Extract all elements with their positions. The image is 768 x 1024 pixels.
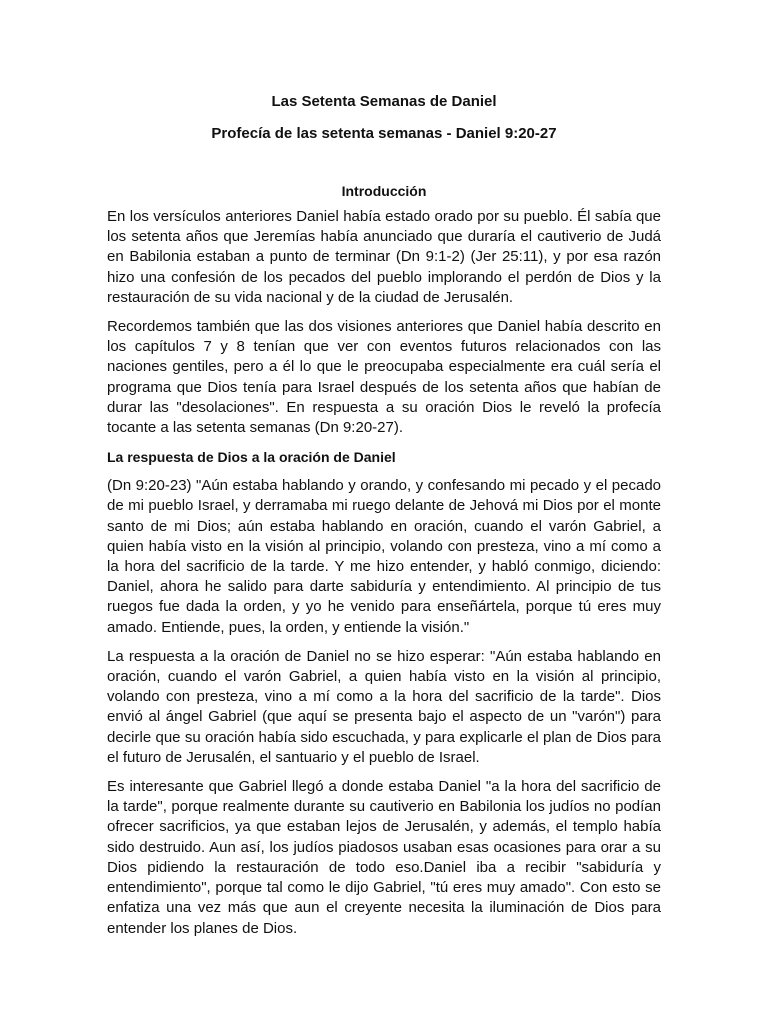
section-heading-respuesta: La respuesta de Dios a la oración de Daniel — [107, 449, 396, 466]
paragraph: En los versículos anteriores Daniel había estado orado por su pueblo. Él sabía que los setenta años que Jeremías había anunciado que duraría el cautiverio de Judá en Babilonia estaban a punto de terminar (Dn 9:1-2) (Jer 25:11), y por esa razón hizo una confesión de los pecados del pueblo implorando el perdón de Dios y la restauración de su vida nacional y de la ciudad de Jerusalén. — [107, 208, 661, 306]
section-heading-introduccion: Introducción — [341, 183, 427, 199]
paragraph: Es interesante que Gabriel llegó a donde estaba Daniel "a la hora del sacrificio de la tarde", porque realmente durante su cautiverio en Babilonia los judíos no podían ofrecer sacrificios, ya que estaban lejos de Jerusalén, y además, el templo había sido destruido. Aun así, los judíos piadosos usaban esas ocasiones para orar a su Dios pidiendo la restauración de todo eso.Daniel iba a recibir "sabiduría y entendimiento", porque tal como le dijo Gabriel, "tú eres muy amado". Con esto se enfatiza una vez más que aun el creyente necesita la iluminación de Dios para entender los planes de Dios. — [107, 778, 661, 937]
paragraph: La respuesta a la oración de Daniel no se hizo esperar: "Aún estaba hablando en oración, cuando el varón Gabriel, a quien había visto en la visión al principio, volando con presteza, vino a mí como a la hora del sacrificio de la tarde". Dios envió al ángel Gabriel (que aquí se presenta bajo el aspecto de un "varón") para decirle que su oración había sido escuchada, y para explicarle el plan de Dios para el futuro de Jerusalén, el santuario y el pueblo de Israel. — [107, 647, 661, 766]
document-subtitle: Profecía de las setenta semanas - Daniel 9:20-27 — [211, 125, 557, 142]
document-title: Las Setenta Semanas de Daniel — [271, 93, 497, 110]
document-page — [107, 92, 661, 948]
paragraph: Recordemos también que las dos visiones anteriores que Daniel había descrito en los capítulos 7 y 8 tenían que ver con eventos futuros relacionados con las naciones gentiles, pero a él lo que le preocupaba especialmente era cuál sería el programa que Dios tenía para Israel después de los setenta años que habían de durar las "desolaciones". En respuesta a su oración Dios le reveló la profecía tocante a las setenta semanas (Dn 9:20-27). — [107, 318, 661, 437]
paragraph: (Dn 9:20-23) "Aún estaba hablando y orando, y confesando mi pecado y el pecado de mi pueblo Israel, y derramaba mi ruego delante de Jehová mi Dios por el monte santo de mi Dios; aún estaba hablando en oración, cuando el varón Gabriel, a quien había visto en la visión al principio, volando con presteza, vino a mí como a la hora del sacrificio de la tarde. Y me hizo entender, y habló conmigo, diciendo: Daniel, ahora he salido para darte sabiduría y entendimiento. Al principio de tus ruegos fue dada la orden, y yo he venido para enseñártela, porque tú eres muy amado. Entiende, pues, la orden, y entiende la visión." — [107, 477, 661, 636]
